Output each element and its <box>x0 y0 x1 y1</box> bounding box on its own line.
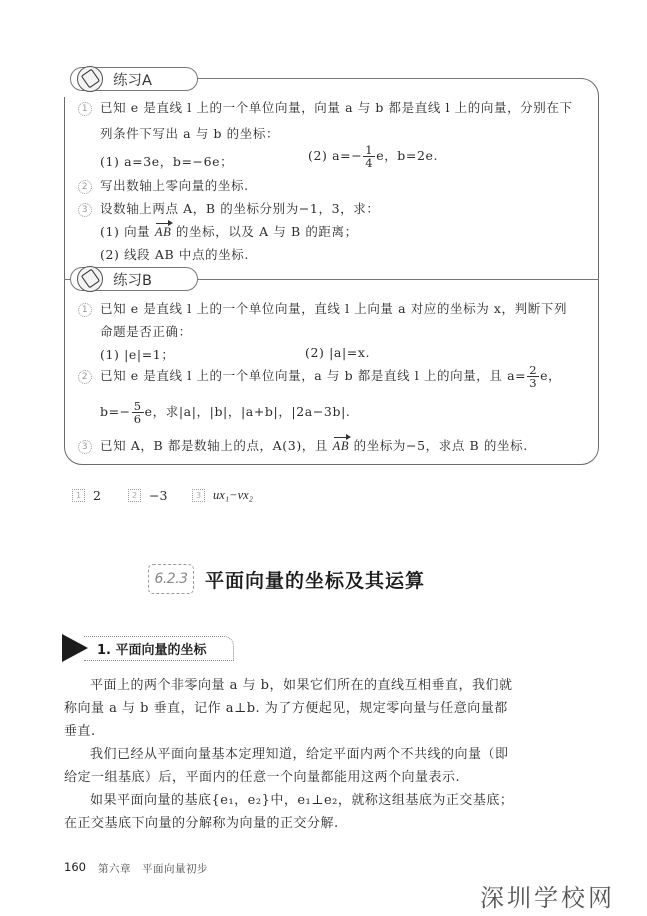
answer-badge: 1 <box>72 489 85 502</box>
paragraph-2-line-2: 给定一组基底）后，平面内的任意一个向量都能用这两个向量表示. <box>64 770 461 785</box>
pencil-book-icon <box>77 266 103 292</box>
exercise-a-item-3: 3 设数轴上两点 A，B 的坐标分别为−1，3，求： <box>78 199 379 217</box>
exercise-a-item-2: 2 写出数轴上零向量的坐标. <box>78 176 249 194</box>
number-badge: 2 <box>78 180 92 194</box>
pencil-book-icon <box>77 66 103 92</box>
section-title: 平面向量的坐标及其运算 <box>205 570 426 592</box>
exercise-a-item-3-sub1: (1) 向量 AB 的坐标，以及 A 与 B 的距离； <box>100 224 358 239</box>
paragraph-1-line-2: 称向量 a 与 b 垂直，记作 a⊥b. 为了方便起见，规定零向量与任意向量都 <box>64 701 508 716</box>
section-number: 6.2.3 <box>148 564 194 594</box>
subsection-title: 1. 平面向量的坐标 <box>97 643 207 658</box>
chapter-title: 第六章 平面向量初步 <box>98 863 208 875</box>
number-badge: 1 <box>78 102 92 116</box>
number-badge: 3 <box>78 203 92 217</box>
exercise-a-item-1-line2: 列条件下写出 a 与 b 的坐标： <box>100 126 280 141</box>
paragraph-3-line-1: 如果平面向量的基底{e₁，e₂}中，e₁⊥e₂，就称这组基底为正交基底； <box>90 793 514 808</box>
paragraph-1-line-1: 平面上的两个非零向量 a 与 b，如果它们所在的直线互相垂直，我们就 <box>90 678 513 693</box>
answer-3: 3 ux₁−vx₂ <box>192 488 253 503</box>
exercise-b-item-2-line1: 2 已知 e 是直线 l 上的一个单位向量，a 与 b 都是直线 l 上的向量，且 a= $\frac{2}{3}$ e， <box>78 364 561 389</box>
page-number: 160 <box>64 860 86 874</box>
exercise-a-item-1-sub1: (1) a=3e，b=−6e； <box>100 154 234 169</box>
exercise-a-header <box>70 66 198 92</box>
exercise-a-item-1-sub2: (2) a=− $\frac{1}{4}$ e，b=2e. <box>308 143 439 170</box>
paragraph-2-line-1: 我们已经从平面向量基本定理知道，给定平面内两个不共线的向量（即 <box>90 747 509 762</box>
watermark: 深圳学校网 <box>480 884 615 912</box>
number-badge: 3 <box>78 440 92 454</box>
answer-badge: 2 <box>128 489 141 502</box>
exercise-b-item-1-sub2: (2) |a|=x. <box>305 345 371 360</box>
number-badge: 2 <box>78 370 92 384</box>
paragraph-1-line-3: 垂直. <box>64 724 96 739</box>
exercise-b-item-3: 3 已知 A，B 都是数轴上的点，A(3)，且 AB 的坐标为−5，求点 B 的坐标. <box>78 436 528 454</box>
vector-ab: AB <box>332 439 350 453</box>
exercise-b-item-1-sub1: (1) |e|=1； <box>100 347 175 362</box>
exercise-a-divider <box>196 78 582 79</box>
fraction: $\frac{2}{3}$ <box>529 363 538 390</box>
exercise-a-item-1-line1: 1 已知 e 是直线 l 上的一个单位向量，向量 a 与 b 都是直线 l 上的向量，分别在下 <box>78 98 573 116</box>
answer-badge: 3 <box>192 489 205 502</box>
fraction: $\frac{5}{6}$ <box>133 399 142 426</box>
exercise-b-item-2-line2: b=− $\frac{5}{6}$ e，求|a|，|b|，|a+b|，|2a−3b|. <box>100 399 351 426</box>
exercise-a-item-3-sub2: (2) 线段 AB 中点的坐标. <box>100 247 249 262</box>
answer-1: 1 2 <box>72 488 101 503</box>
exercise-a-label: 练习A <box>113 72 152 89</box>
paragraph-3-line-2: 在正交基底下向量的分解称为向量的正交分解. <box>64 816 339 831</box>
exercise-b-item-1-line2: 命题是否正确： <box>100 324 192 339</box>
fraction: $\frac{1}{4}$ <box>365 143 374 170</box>
vector-ab: AB <box>154 225 172 239</box>
number-badge: 1 <box>78 303 92 317</box>
exercise-b-header <box>70 266 198 292</box>
exercise-b-label: 练习B <box>113 272 152 289</box>
answer-2: 2 −3 <box>128 488 167 503</box>
exercise-b-item-1-line1: 1 已知 e 是直线 l 上的一个单位向量，直线 l 上向量 a 对应的坐标为 x，判断下列 <box>78 299 567 317</box>
